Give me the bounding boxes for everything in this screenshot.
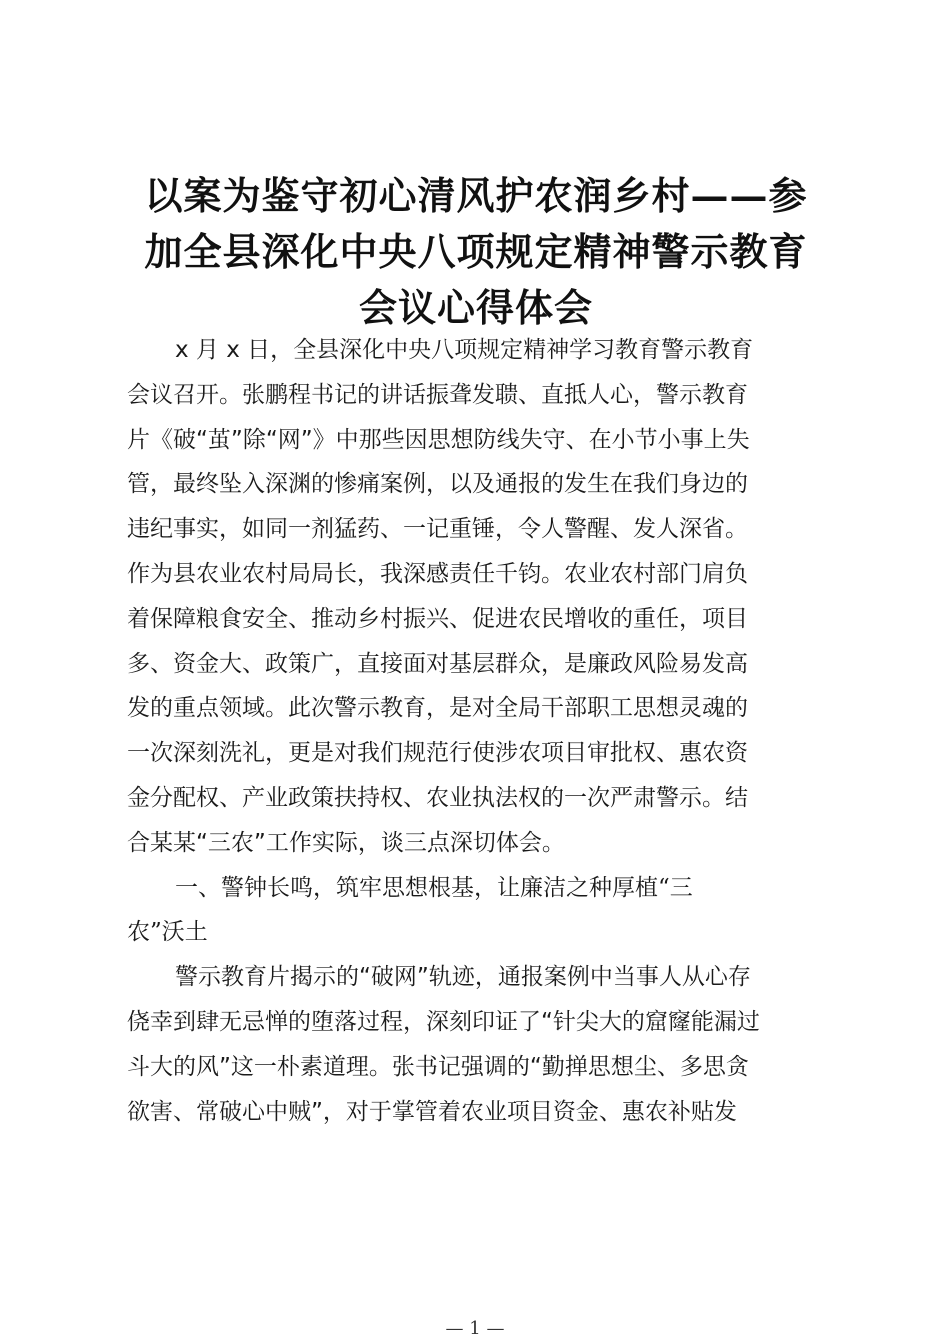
title-line: 加全县深化中央八项规定精神警示教育 bbox=[144, 229, 808, 274]
paragraph-line: 斗大的风”这一朴素道理。张书记强调的“勤掸思想尘、多思贪 bbox=[127, 1053, 749, 1080]
title-line: 会议心得体会 bbox=[358, 285, 593, 330]
document-title bbox=[120, 168, 832, 336]
paragraph-line: 违纪事实，如同一剂猛药、一记重锤，令人警醒、发人深省。 bbox=[127, 516, 748, 543]
paragraph-line: 多、资金大、政策广，直接面对基层群众，是廉政风险易发高 bbox=[127, 650, 748, 677]
paragraph-line: 合某某“三农”工作实际，谈三点深切体会。 bbox=[127, 829, 565, 856]
paragraph-line: 发的重点领域。此次警示教育，是对全局干部职工思想灵魂的 bbox=[127, 695, 748, 722]
paragraph-line: x 月 x 日，全县深化中央八项规定精神学习教育警示教育 bbox=[175, 337, 754, 363]
paragraph-line: 欲害、常破心中贼”，对于掌管着农业项目资金、惠农补贴发 bbox=[127, 1098, 737, 1125]
paragraph-line: 管，最终坠入深渊的惨痛案例，以及通报的发生在我们身边的 bbox=[127, 471, 748, 498]
document-body bbox=[127, 328, 827, 1134]
paragraph-line: 警示教育片揭示的“破网”轨迹，通报案例中当事人从心存 bbox=[175, 964, 751, 991]
paragraph-line: 金分配权、产业政策扶持权、农业执法权的一次严肃警示。结 bbox=[127, 784, 748, 811]
paragraph-line: 着保障粮食安全、推动乡村振兴、促进农民增收的重任，项目 bbox=[127, 605, 748, 632]
paragraph-line: 会议召开。张鹏程书记的讲话振聋发聩、直抵人心，警示教育 bbox=[127, 381, 748, 408]
paragraph-line: 侥幸到肆无忌惮的堕落过程，深刻印证了“针尖大的窟窿能漏过 bbox=[127, 1008, 760, 1035]
section-heading-line: 农”沃土 bbox=[127, 919, 208, 946]
paragraph-line: 作为县农业农村局局长，我深感责任千钧。农业农村部门肩负 bbox=[127, 560, 748, 587]
page-number: — 1 — bbox=[445, 1318, 505, 1339]
paragraph-line: 片《破“茧”除“网”》中那些因思想防线失守、在小节小事上失 bbox=[127, 426, 750, 453]
paragraph-line: 一次深刻洗礼，更是对我们规范行使涉农项目审批权、惠农资 bbox=[127, 740, 748, 767]
title-line: 以案为鉴守初心清风护农润乡村——参 bbox=[144, 173, 808, 218]
section-heading-line: 一、警钟长鸣，筑牢思想根基，让廉洁之种厚植“三 bbox=[175, 874, 693, 901]
